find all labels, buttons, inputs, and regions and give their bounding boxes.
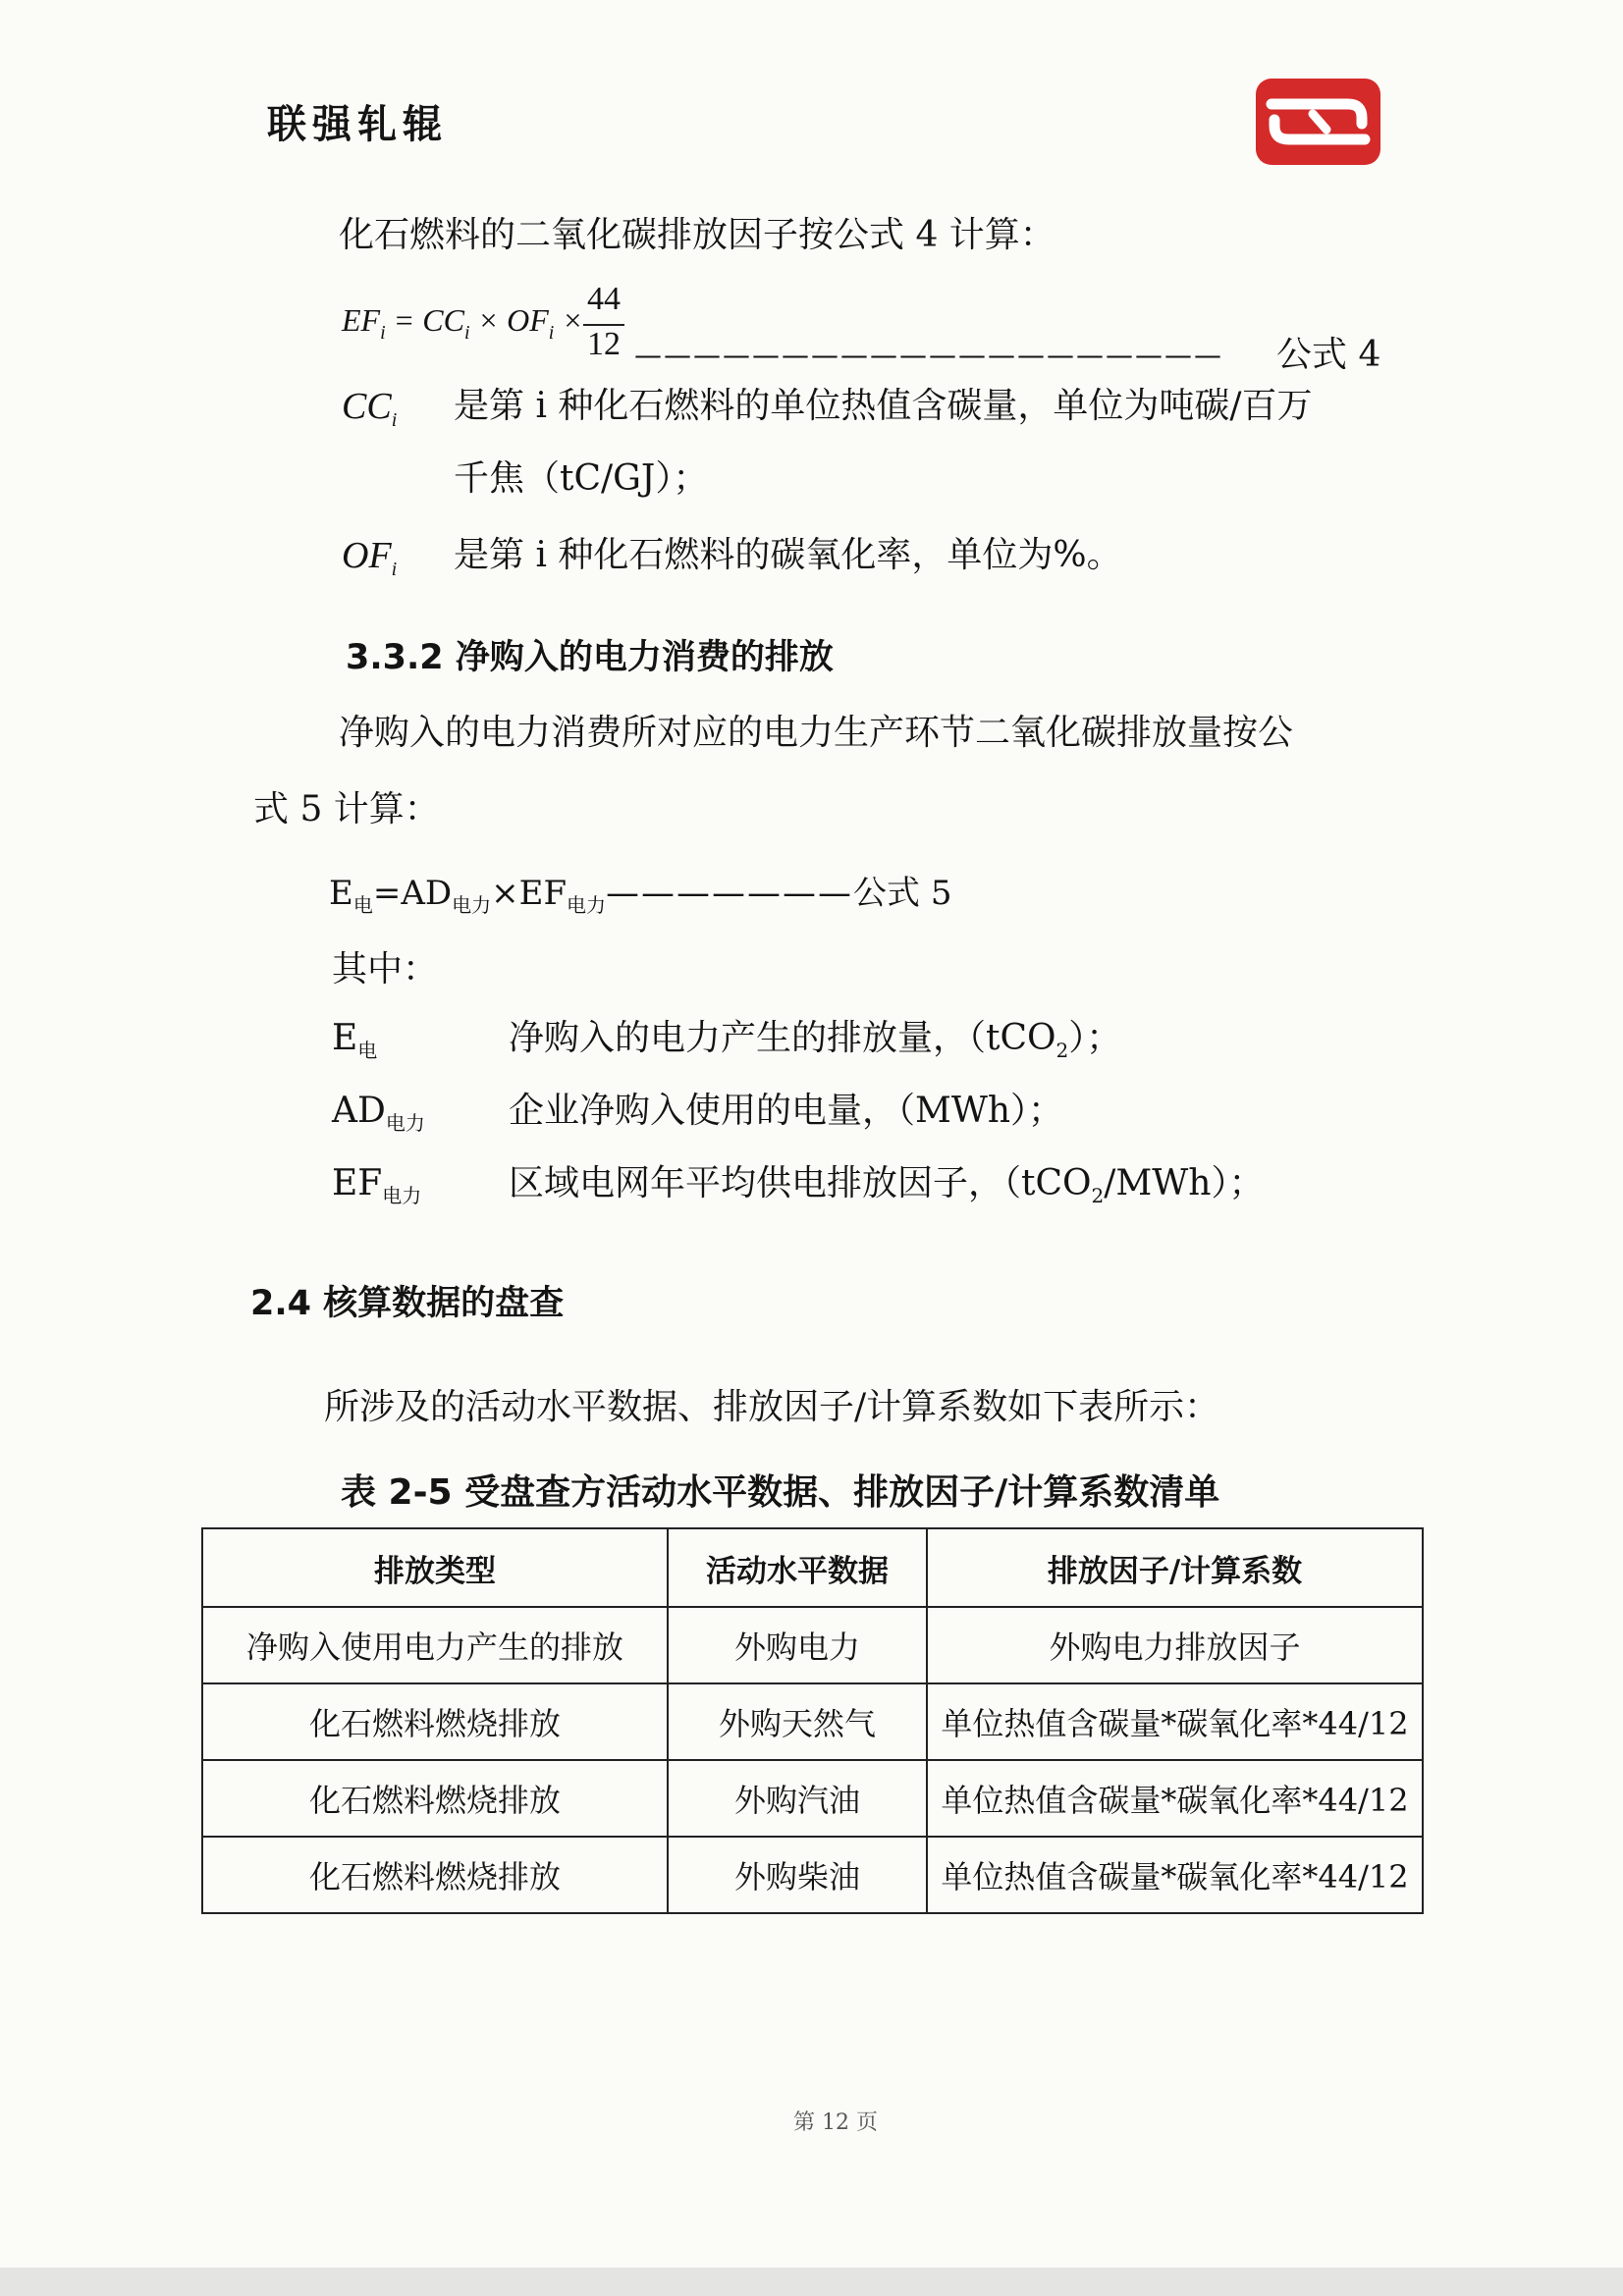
def-cc-text: 是第 i 种化石燃料的单位热值含碳量，单位为吨碳/百万 [454,386,1313,426]
table-row [202,1683,1423,1760]
def-e-symbol: $E_电$ [332,1018,378,1062]
header-activity-data: 活动水平数据 [668,1528,927,1607]
def-of-text: 是第 i 种化石燃料的碳氧化率，单位为%。 [454,535,1122,575]
table-cell: 单位热值含碳量*碳氧化率*44/12 [927,1760,1423,1837]
intro-paragraph: 化石燃料的二氧化碳排放因子按公式 4 计算： [339,215,1055,255]
def-of-symbol: $OF_i$ [342,535,398,580]
company-name: 联强轧辊 [267,102,448,147]
section-24-paragraph: 所涉及的活动水平数据、排放因子/计算系数如下表所示： [324,1387,1220,1427]
section-24-heading: 2.4 核算数据的盘查 [250,1284,565,1323]
table-cell: 外购电力 [668,1607,927,1683]
company-logo [1252,75,1384,169]
def-ad-text: 企业净购入使用的电量，（MWh）； [509,1091,1064,1131]
def-cc-text-continued: 千焦（tC/GJ）； [454,458,709,499]
table-cell: 单位热值含碳量*碳氧化率*44/12 [927,1683,1423,1760]
section-332-heading: 3.3.2 净购入的电力消费的排放 [346,638,834,677]
table-cell: 外购汽油 [668,1760,927,1837]
formula-4-dashes: ———————————————————— [634,339,1223,371]
table-row [202,1760,1423,1837]
table-cell: 外购电力排放因子 [927,1607,1423,1683]
formula-5-expression: $E_电=AD_{电力}\times EF_{电力}———————$公式 5 [329,874,952,917]
table-header-row [202,1528,1423,1607]
header-emission-type: 排放类型 [202,1528,668,1607]
def-e-text: 净购入的电力产生的排放量，（tCO$_2$）； [509,1018,1122,1062]
section-332-paragraph-line2: 式 5 计算： [253,789,440,829]
table-cell: 外购柴油 [668,1837,927,1913]
table-row [202,1607,1423,1683]
def-ef-text: 区域电网年平均供电排放因子，（tCO$_2$/MWh）； [509,1163,1265,1207]
table-cell: 化石燃料燃烧排放 [202,1837,668,1913]
formula-4-expression: $EF_i = CC_i \times OF_i$ × [342,302,583,344]
formula-4-denominator: 12 [587,326,621,362]
header-emission-factor: 排放因子/计算系数 [927,1528,1423,1607]
page-number: 第 12 页 [793,2110,878,2135]
table-cell: 外购天然气 [668,1683,927,1760]
table-caption: 表 2-5 受盘查方活动水平数据、排放因子/计算系数清单 [341,1472,1220,1513]
table-row [202,1837,1423,1913]
def-ad-symbol: $AD_{电力}$ [332,1091,425,1135]
where-label: 其中： [332,949,439,989]
scan-bottom-edge [0,2268,1623,2296]
section-332-paragraph-line1: 净购入的电力消费所对应的电力生产环节二氧化碳排放量按公 [339,713,1294,753]
formula-4-numerator: 44 [587,281,621,317]
table-cell: 单位热值含碳量*碳氧化率*44/12 [927,1837,1423,1913]
def-ef-symbol: $EF_{电力}$ [332,1163,422,1207]
table-cell: 化石燃料燃烧排放 [202,1683,668,1760]
emission-data-table [201,1527,1424,1914]
table-cell: 化石燃料燃烧排放 [202,1760,668,1837]
formula-4-label: 公式 4 [1276,335,1381,375]
def-cc-symbol: $CC_i$ [342,386,398,431]
table-cell: 净购入使用电力产生的排放 [202,1607,668,1683]
